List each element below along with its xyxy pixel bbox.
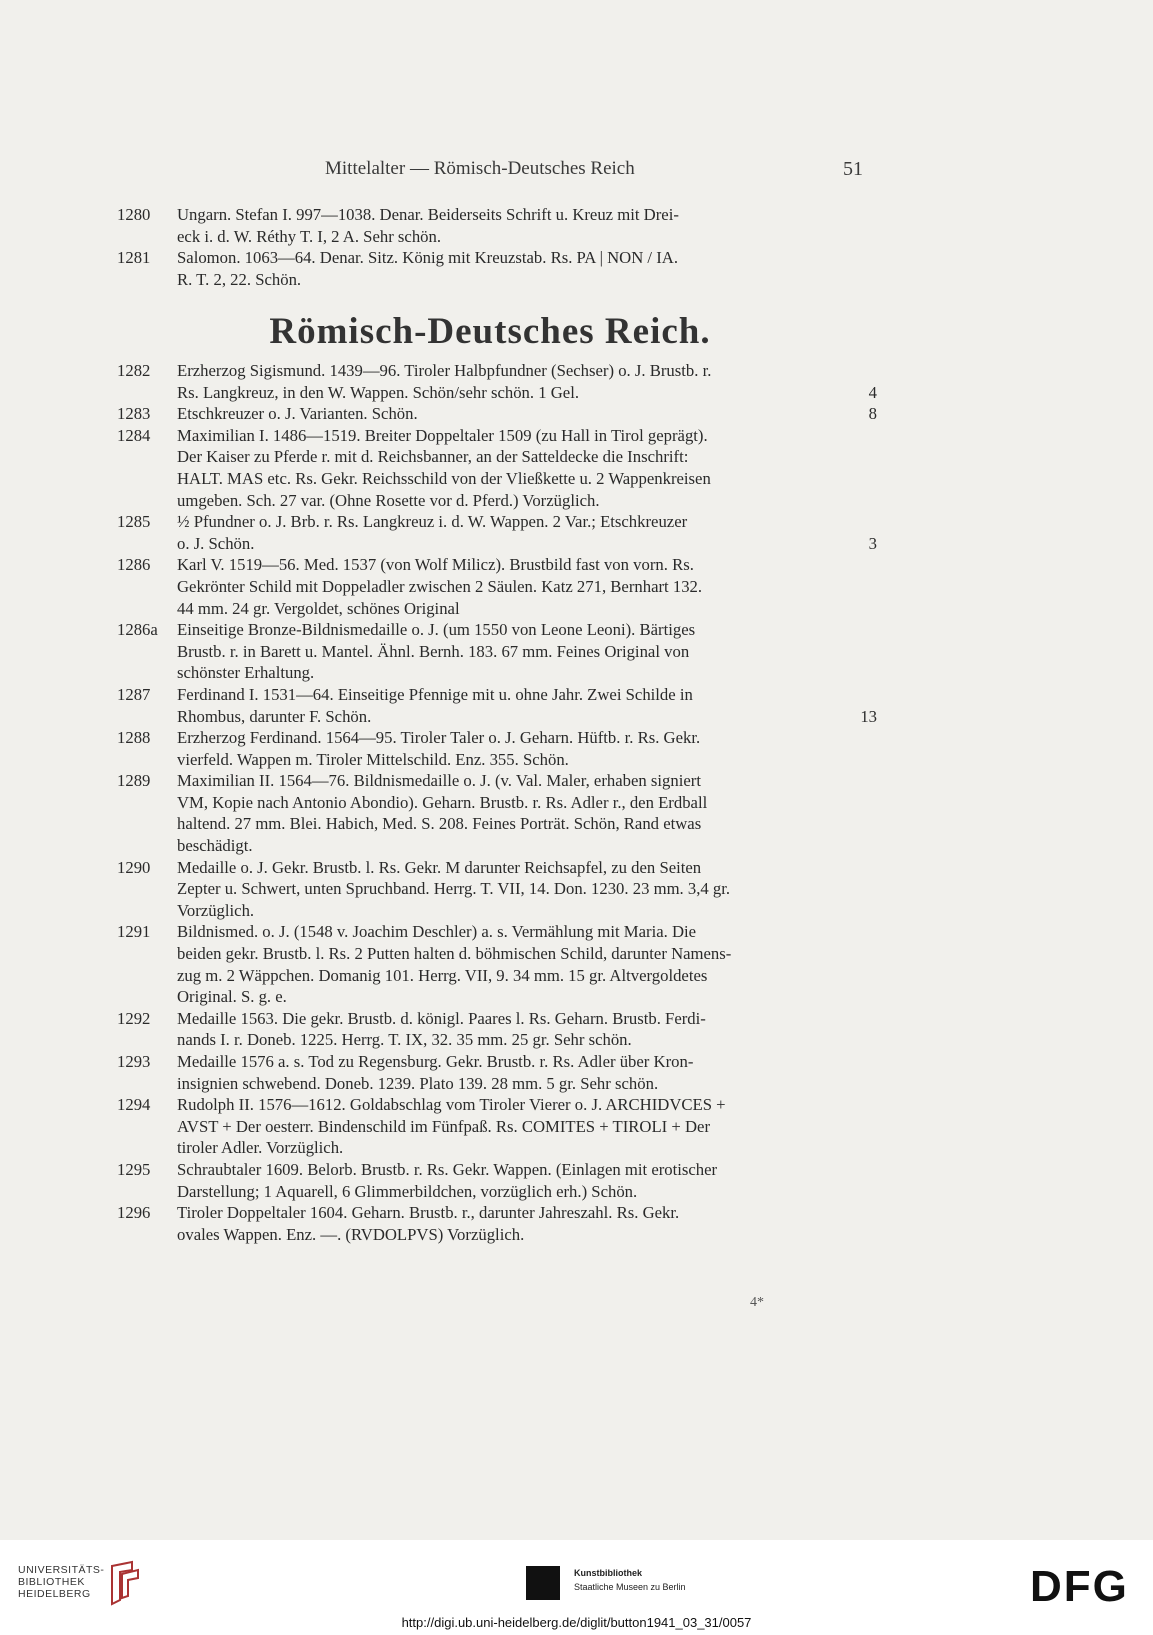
entry-line xyxy=(177,403,877,425)
entry-line xyxy=(177,1137,877,1159)
entry-price: 4 xyxy=(868,382,877,402)
entry-number: 1283 xyxy=(117,404,151,424)
entry-line-text: schönster Erhaltung. xyxy=(177,663,315,683)
entry-line-text: Maximilian II. 1564—76. Bildnismedaille o. J. (v. Val. Maler, erhaben signiert xyxy=(177,771,701,791)
entry-line-text: Ferdinand I. 1531—64. Einseitige Pfennige mit u. ohne Jahr. Zwei Schilde in xyxy=(177,684,693,704)
entry-line-text: Maximilian I. 1486—1519. Breiter Doppeltaler 1509 (zu Hall in Tirol geprägt). xyxy=(177,425,708,445)
entry-line-text: beiden gekr. Brustb. l. Rs. 2 Putten halten d. böhmischen Schild, darunter Namens- xyxy=(177,944,732,964)
entry-line xyxy=(177,269,877,291)
entry-number: 1285 xyxy=(117,512,151,532)
entry-text xyxy=(177,921,877,1007)
entry-line-text: eck i. d. W. Réthy T. I, 2 A. Sehr schön. xyxy=(177,226,442,246)
entry-line-text: R. T. 2, 22. Schön. xyxy=(177,269,302,289)
entry-line-text: Erzherzog Sigismund. 1439—96. Tiroler Halbpfundner (Sechser) o. J. Brustb. r. xyxy=(177,361,712,380)
catalog-entry xyxy=(117,857,877,922)
entry-line-text: o. J. Schön. xyxy=(177,533,255,553)
entry-line-text: Original. S. g. e. xyxy=(177,987,287,1007)
entry-line-text: Tiroler Doppeltaler 1604. Geharn. Brustb. r., darunter Jahreszahl. Rs. Gekr. xyxy=(177,1203,680,1223)
entries-before-section xyxy=(117,204,877,290)
entry-line-text: umgeben. Sch. 27 var. (Ohne Rosette vor d. Pferd.) Vorzüglich. xyxy=(177,490,600,510)
entry-line xyxy=(177,1224,877,1246)
entry-text xyxy=(177,1202,877,1245)
entry-text xyxy=(177,684,877,727)
entry-line-text: zug m. 2 Wäppchen. Domanig 101. Herrg. VII, 9. 34 mm. 15 gr. Altvergoldetes xyxy=(177,965,708,985)
entry-line xyxy=(177,1094,877,1116)
entry-line xyxy=(177,382,877,404)
entry-number: 1281 xyxy=(117,248,151,268)
entry-line-text: VM, Kopie nach Antonio Abondio). Geharn. Brustb. r. Rs. Adler r., den Erdball xyxy=(177,792,708,812)
entry-text xyxy=(177,1051,877,1094)
signature-mark: 4* xyxy=(750,1295,764,1310)
entry-line xyxy=(177,1008,877,1030)
catalog-entry xyxy=(117,1051,877,1094)
entry-line xyxy=(177,1029,877,1051)
kunstbibliothek-text xyxy=(574,1566,686,1594)
entry-line xyxy=(177,554,877,576)
entry-line xyxy=(177,1202,877,1224)
entry-line xyxy=(177,770,877,792)
ub-line: BIBLIOTHEK xyxy=(18,1576,85,1588)
entry-line xyxy=(177,446,877,468)
entry-number: 1289 xyxy=(117,771,151,791)
catalog-entry xyxy=(117,425,877,511)
catalog-entry xyxy=(117,554,877,619)
entry-line xyxy=(177,598,877,620)
entry-line-text: AVST + Der oesterr. Bindenschild im Fünfpaß. Rs. COMITES + TIROLI + Der xyxy=(177,1116,710,1136)
entry-line-text: Brustb. r. in Barett u. Mantel. Ähnl. Bernh. 183. 67 mm. Feines Original von xyxy=(177,641,690,661)
kb-title: Kunstbibliothek xyxy=(574,1568,642,1578)
catalog-entry xyxy=(117,204,877,247)
entry-line-text: Medaille 1563. Die gekr. Brustb. d. königl. Paares l. Rs. Geharn. Brustb. Ferdi- xyxy=(177,1008,706,1028)
entry-text xyxy=(177,1159,877,1202)
entry-line xyxy=(177,641,877,663)
entry-line-text: Gekrönter Schild mit Doppeladler zwischen 2 Säulen. Katz 271, Bernhart 132. xyxy=(177,576,703,596)
entry-line xyxy=(177,878,877,900)
entry-line-text: Zepter u. Schwert, unten Spruchband. Herrg. T. VII, 14. Don. 1230. 23 mm. 3,4 gr. xyxy=(177,879,731,899)
entry-line xyxy=(177,727,877,749)
entry-line-text: ½ Pfundner o. J. Brb. r. Rs. Langkreuz i. d. W. Wappen. 2 Var.; Etschkreuzer xyxy=(177,512,688,532)
ub-line: HEIDELBERG xyxy=(18,1588,91,1600)
catalog-entry xyxy=(117,684,877,727)
entry-line xyxy=(177,204,877,226)
entry-line xyxy=(177,247,877,269)
entry-line xyxy=(177,533,877,555)
catalog-entry xyxy=(117,727,877,770)
dfg-logo[interactable]: DFG xyxy=(1030,1562,1129,1611)
entry-text xyxy=(177,403,877,425)
entry-line xyxy=(177,986,877,1008)
entry-line xyxy=(177,921,877,943)
entry-line-text: Rudolph II. 1576—1612. Goldabschlag vom Tiroler Vierer o. J. ARCHIDVCES + xyxy=(177,1095,726,1115)
entries-main-section xyxy=(117,360,877,1245)
section-title: Römisch-Deutsches Reich. xyxy=(269,311,711,352)
catalog-entry xyxy=(117,511,877,554)
entry-line xyxy=(177,490,877,512)
catalog-entry xyxy=(117,1008,877,1051)
entry-line xyxy=(177,468,877,490)
entry-line xyxy=(177,511,877,533)
entry-line-text: Einseitige Bronze-Bildnismedaille o. J. (um 1550 von Leone Leoni). Bärtiges xyxy=(177,620,696,640)
entry-line xyxy=(177,425,877,447)
entry-number: 1290 xyxy=(117,857,151,877)
page-number: 51 xyxy=(843,158,863,180)
ub-emblem-icon xyxy=(104,1560,144,1606)
entry-line xyxy=(177,706,877,728)
catalog-entry xyxy=(117,360,877,403)
entry-line-text: HALT. MAS etc. Rs. Gekr. Reichsschild von der Vließkette u. 2 Wappenkreisen xyxy=(177,468,711,488)
entry-line-text: Vorzüglich. xyxy=(177,900,255,920)
entry-number: 1292 xyxy=(117,1008,151,1028)
entry-line xyxy=(177,1116,877,1138)
entry-line-text: ovales Wappen. Enz. —. (RVDOLPVS) Vorzüglich. xyxy=(177,1224,525,1244)
entry-number: 1287 xyxy=(117,684,151,704)
catalog-entry xyxy=(117,247,877,290)
entry-line-text: Salomon. 1063—64. Denar. Sitz. König mit Kreuzstab. Rs. PA | NON / IA. xyxy=(177,248,679,268)
entry-line xyxy=(177,943,877,965)
entry-line-text: nands I. r. Doneb. 1225. Herrg. T. IX, 32. 35 mm. 25 gr. Sehr schön. xyxy=(177,1030,632,1050)
entry-text xyxy=(177,727,877,770)
entry-line-text: beschädigt. xyxy=(177,836,253,856)
entry-text xyxy=(177,1008,877,1051)
entry-number: 1286 xyxy=(117,555,151,575)
entry-text xyxy=(177,770,877,856)
catalog-entry xyxy=(117,619,877,684)
entry-line-text: 44 mm. 24 gr. Vergoldet, schönes Original xyxy=(177,598,460,618)
entry-number: 1295 xyxy=(117,1159,151,1179)
entry-line xyxy=(177,1159,877,1181)
entry-line-text: tiroler Adler. Vorzüglich. xyxy=(177,1138,344,1158)
entry-line xyxy=(177,792,877,814)
entry-price: 8 xyxy=(868,404,877,424)
entry-text xyxy=(177,554,877,619)
entry-number: 1291 xyxy=(117,922,151,942)
catalog-entry xyxy=(117,403,877,425)
ub-heidelberg-logo[interactable] xyxy=(18,1564,104,1600)
entry-line xyxy=(177,835,877,857)
entry-number: 1296 xyxy=(117,1203,151,1223)
entry-line xyxy=(177,619,877,641)
catalog-entry xyxy=(117,921,877,1007)
entry-text xyxy=(177,1094,877,1159)
entry-line-text: Medaille o. J. Gekr. Brustb. l. Rs. Gekr. M darunter Reichsapfel, zu den Seiten xyxy=(177,857,702,877)
entry-line-text: Karl V. 1519—56. Med. 1537 (von Wolf Milicz). Brustbild fast von vorn. Rs. xyxy=(177,555,694,575)
entry-line xyxy=(177,226,877,248)
entry-number: 1293 xyxy=(117,1052,151,1071)
entry-line-text: Bildnismed. o. J. (1548 v. Joachim Deschler) a. s. Vermählung mit Maria. Die xyxy=(177,922,697,942)
entry-number: 1294 xyxy=(117,1095,151,1115)
entry-text xyxy=(177,360,877,403)
entry-number: 1284 xyxy=(117,425,151,445)
catalog-entry xyxy=(117,1094,877,1159)
entry-line-text: Der Kaiser zu Pferde r. mit d. Reichsbanner, an der Satteldecke die Inschrift: xyxy=(177,447,689,467)
catalog-entry xyxy=(117,770,877,856)
entry-line-text: Medaille 1576 a. s. Tod zu Regensburg. Gekr. Brustb. r. Rs. Adler über Kron- xyxy=(177,1052,694,1071)
entry-line xyxy=(177,684,877,706)
entry-line-text: Etschkreuzer o. J. Varianten. Schön. xyxy=(177,404,418,424)
entry-line xyxy=(177,662,877,684)
entry-price: 3 xyxy=(868,533,877,553)
running-title: Mittelalter — Römisch-Deutsches Reich xyxy=(325,158,635,179)
entry-text xyxy=(177,511,877,554)
entry-line xyxy=(177,857,877,879)
entry-line xyxy=(177,900,877,922)
permalink-url[interactable]: http://digi.ub.uni-heidelberg.de/diglit/button1941_03_31/0057 xyxy=(401,1615,752,1630)
entry-line-text: Darstellung; 1 Aquarell, 6 Glimmerbildchen, vorzüglich erh.) Schön. xyxy=(177,1181,638,1201)
entry-line-text: Erzherzog Ferdinand. 1564—95. Tiroler Taler o. J. Geharn. Hüftb. r. Rs. Gekr. xyxy=(177,728,701,748)
entry-line xyxy=(177,749,877,771)
catalog-entry xyxy=(117,1202,877,1245)
entry-line-text: vierfeld. Wappen m. Tiroler Mittelschild. Enz. 355. Schön. xyxy=(177,749,569,769)
entry-line xyxy=(177,1073,877,1095)
ub-line: UNIVERSITÄTS- xyxy=(18,1564,105,1576)
entry-line-text: Rs. Langkreuz, in den W. Wappen. Schön/sehr schön. 1 Gel. xyxy=(177,382,580,402)
entry-line-text: Rhombus, darunter F. Schön. xyxy=(177,706,372,726)
entry-number: 1282 xyxy=(117,361,151,380)
viewer-footer xyxy=(0,1540,1153,1635)
kunstbibliothek-logo-icon[interactable] xyxy=(526,1566,560,1600)
entry-price: 13 xyxy=(860,706,877,726)
entry-number: 1288 xyxy=(117,728,151,748)
entry-line xyxy=(177,813,877,835)
entry-line xyxy=(177,360,877,382)
entry-line xyxy=(177,576,877,598)
entry-line xyxy=(177,965,877,987)
entry-text xyxy=(177,247,877,290)
entry-line-text: insignien schwebend. Doneb. 1239. Plato 139. 28 mm. 5 gr. Sehr schön. xyxy=(177,1073,659,1093)
entry-text xyxy=(177,204,877,247)
entry-text xyxy=(177,857,877,922)
entry-number: 1286a xyxy=(117,620,158,640)
entry-line-text: Ungarn. Stefan I. 997—1038. Denar. Beiderseits Schrift u. Kreuz mit Drei- xyxy=(177,205,679,224)
entry-text xyxy=(177,425,877,511)
entry-number: 1280 xyxy=(117,205,151,224)
entry-line xyxy=(177,1051,877,1073)
entry-text xyxy=(177,619,877,684)
kb-subtitle: Staatliche Museen zu Berlin xyxy=(574,1582,686,1592)
entry-line xyxy=(177,1181,877,1203)
entry-line-text: haltend. 27 mm. Blei. Habich, Med. S. 208. Feines Porträt. Schön, Rand etwas xyxy=(177,814,702,834)
catalog-entry xyxy=(117,1159,877,1202)
entry-line-text: Schraubtaler 1609. Belorb. Brustb. r. Rs. Gekr. Wappen. (Einlagen mit erotischer xyxy=(177,1159,718,1179)
